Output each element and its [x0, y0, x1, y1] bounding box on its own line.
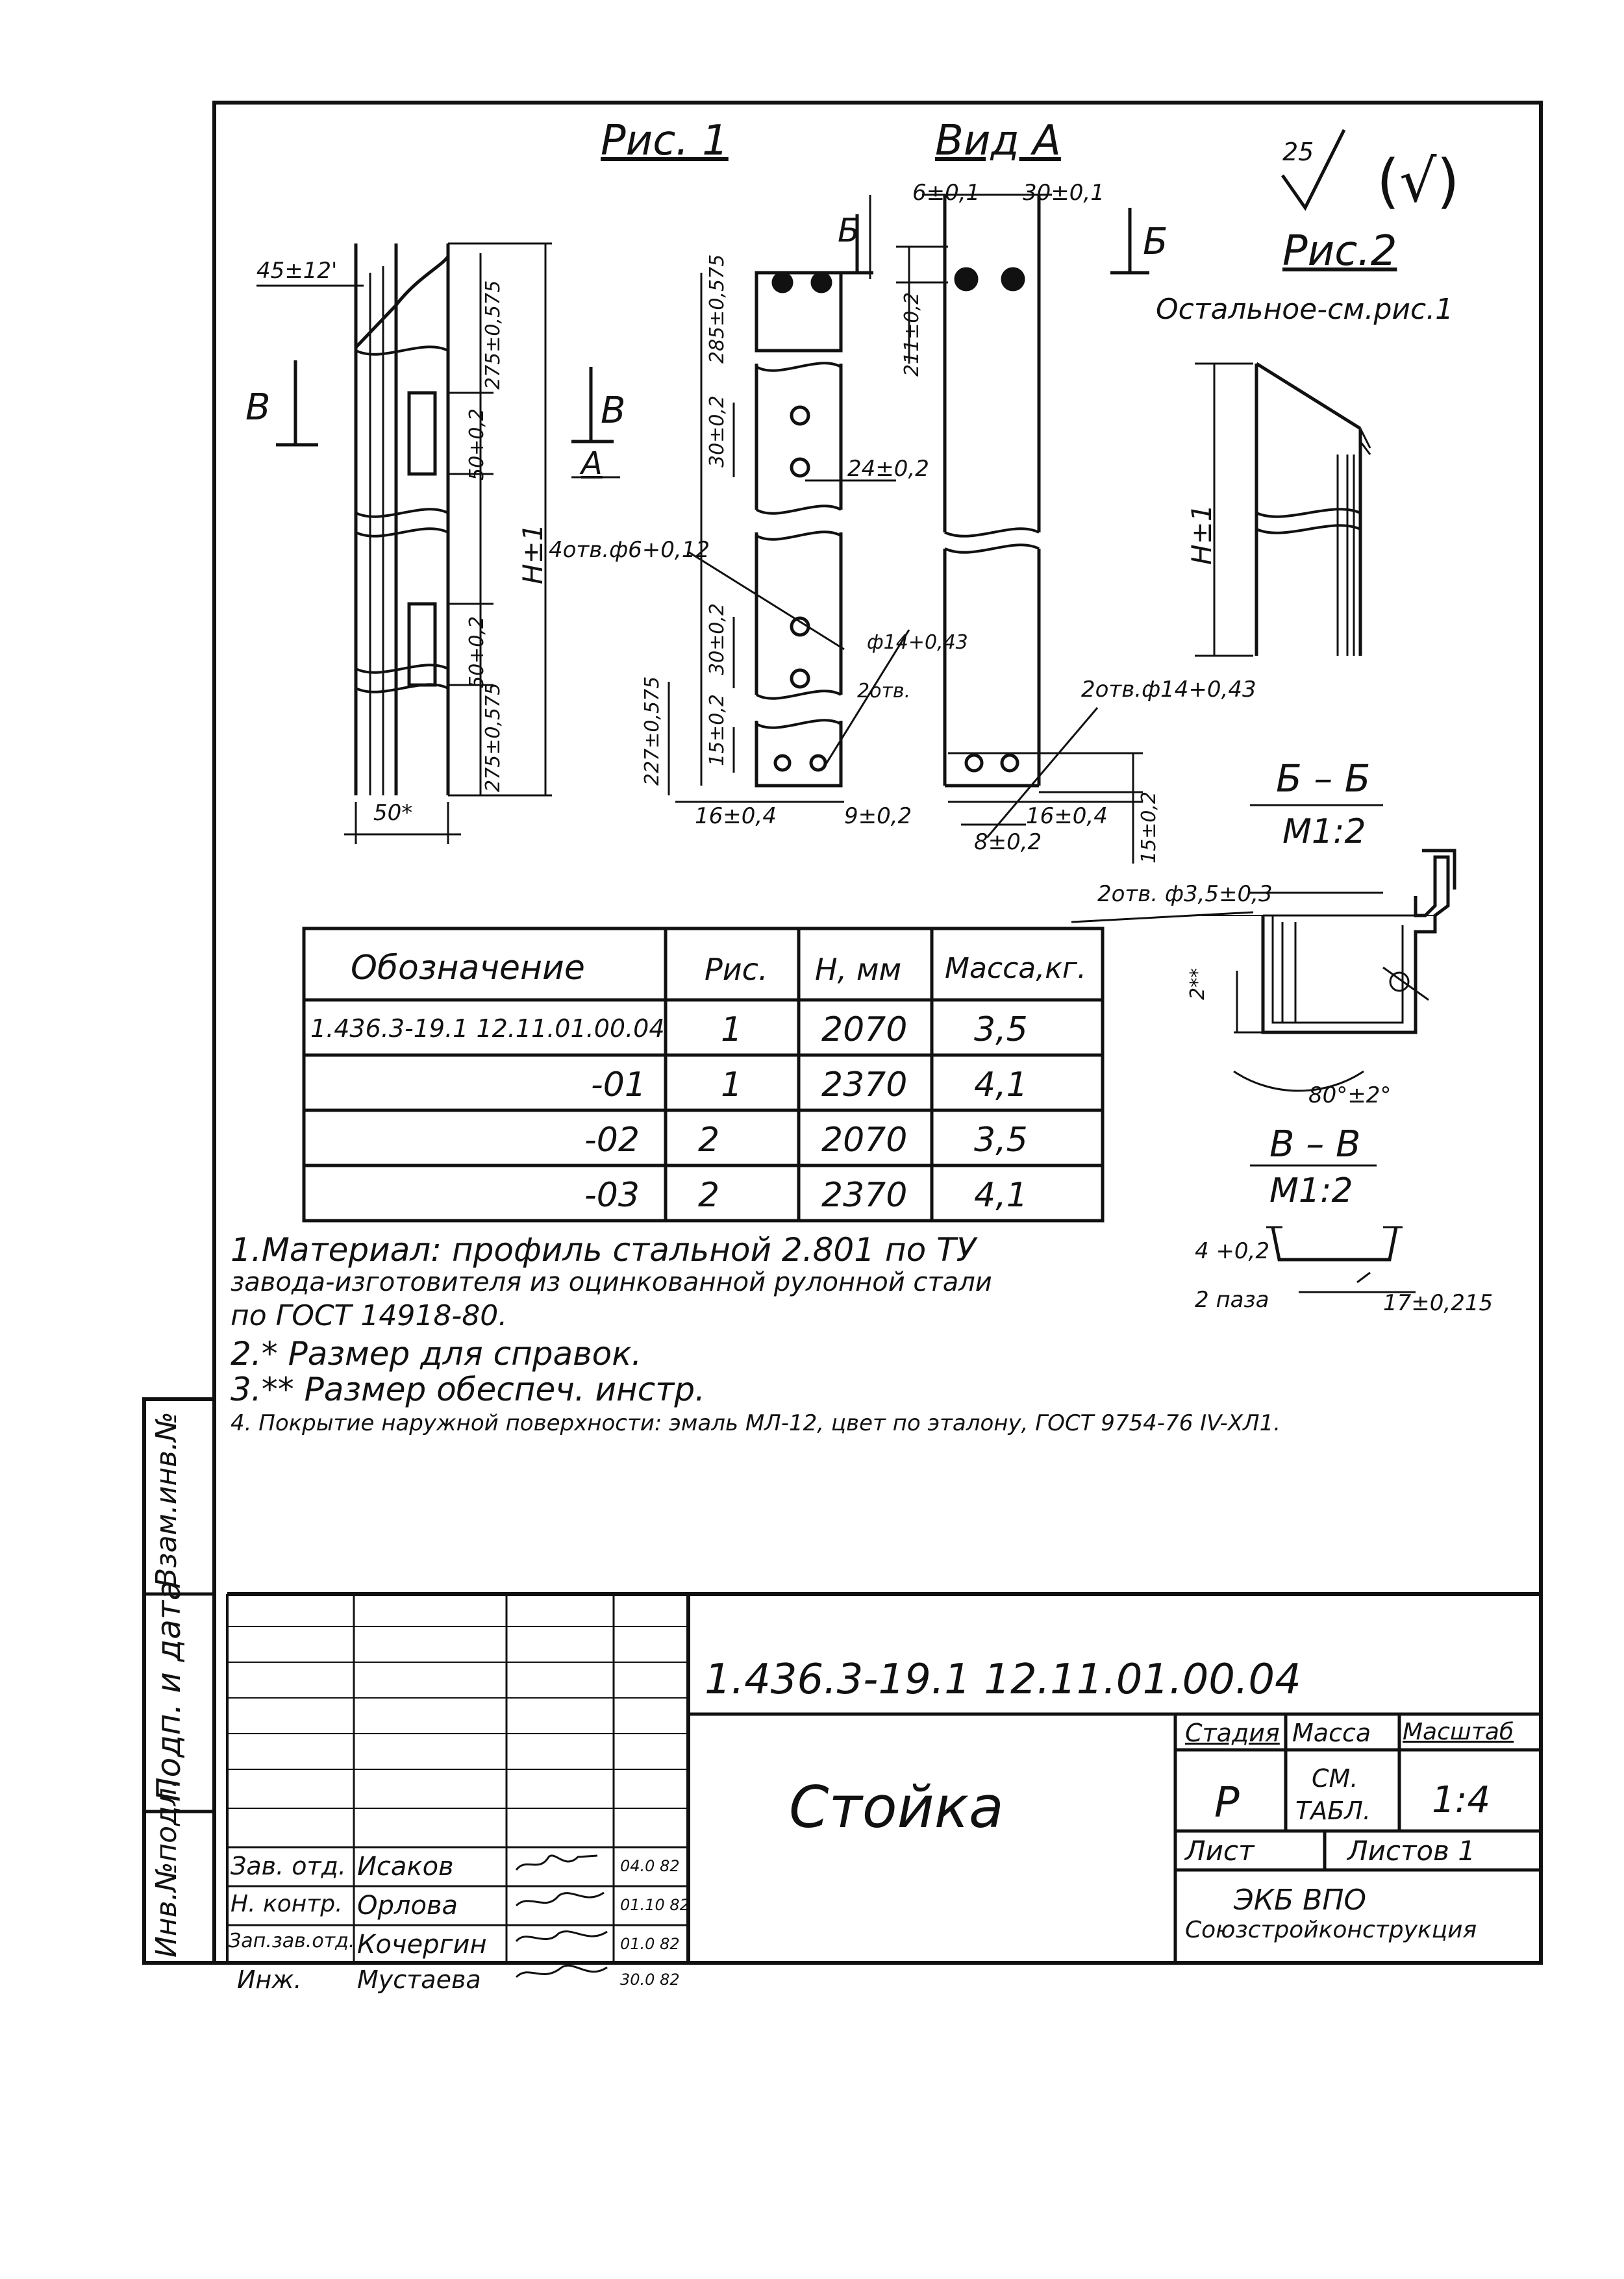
sig-date-4: 30.0 82 — [620, 1971, 680, 1989]
table-cell-r4-fig: 2 — [698, 1176, 720, 1215]
note-1-line-1: 1.Материал: профиль стальной 2.801 по ТУ — [231, 1231, 977, 1269]
section-vv-title: В – В — [1269, 1123, 1361, 1165]
table-cell-r4-h: 2370 — [821, 1176, 908, 1215]
section-b-right-letter: Б — [1143, 221, 1168, 263]
note-4: 4. Покрытие наружной поверхности: эмаль МЛ-12, цвет по эталону, ГОСТ 9754-76 IV-ХЛ1. — [231, 1410, 1281, 1436]
dim-8: 8±0,2 — [974, 829, 1042, 855]
sig-role-2: Н. контр. — [231, 1891, 343, 1917]
part-name: Стойка — [789, 1774, 1004, 1841]
mass-value-2: ТАБЛ. — [1295, 1797, 1371, 1825]
dim-17: 17±0,215 — [1383, 1290, 1493, 1316]
fig2-title: Рис.2 — [1282, 227, 1397, 275]
doc-number: 1.436.3-19.1 12.11.01.00.04 — [705, 1656, 1301, 1704]
table-cell-r1-fig: 1 — [721, 1010, 743, 1049]
table-header-mass: Масса,кг. — [945, 952, 1086, 985]
dim-24: 24±0,2 — [847, 456, 929, 482]
table-cell-r2-mass: 4,1 — [974, 1065, 1028, 1104]
fig1-title: Рис. 1 — [601, 117, 729, 165]
roughness-value: 25 — [1282, 138, 1314, 166]
stage-value: Р — [1214, 1779, 1240, 1827]
table-header-h: Н, мм — [815, 952, 902, 987]
sig-date-2: 01.10 82 — [620, 1896, 690, 1914]
dim-holes-14-b: 2отв.ф14+0,43 — [1081, 677, 1256, 703]
dim-16-b: 16±0,4 — [1026, 803, 1108, 829]
sheets-label: Листов 1 — [1347, 1835, 1475, 1867]
table-cell-r4-designation: -03 — [584, 1176, 640, 1215]
dim-15: 15±0,2 — [706, 693, 729, 766]
org-line-1: ЭКБ ВПО — [1234, 1884, 1367, 1917]
dim-227: 227±0,575 — [641, 676, 664, 786]
dim-30-a: 30±0,2 — [706, 395, 729, 467]
dim-angle-top: 45±12' — [256, 258, 338, 284]
table-cell-r1-mass: 3,5 — [974, 1010, 1028, 1049]
org-line-2: Союзстройконструкция — [1185, 1917, 1477, 1943]
sig-role-1: Зав. отд. — [231, 1852, 346, 1880]
view-a-title: Вид А — [935, 117, 1061, 165]
scale-value: 1:4 — [1432, 1779, 1491, 1821]
scale-label: Масштаб — [1403, 1719, 1514, 1745]
dim-16-a: 16±0,4 — [695, 803, 777, 829]
table-cell-r1-h: 2070 — [821, 1010, 908, 1049]
section-bb-scale: М1:2 — [1282, 812, 1366, 851]
section-bb-title: Б – Б — [1276, 756, 1371, 801]
sheet-label: Лист — [1185, 1835, 1255, 1867]
sig-name-2: Орлова — [357, 1891, 458, 1921]
section-vv-scale: М1:2 — [1269, 1171, 1353, 1210]
dim-holes-14-a: ф14+0,43 — [867, 631, 968, 654]
roughness-paren: (√) — [1377, 147, 1460, 216]
dim-15-b: 15±0,2 — [1138, 791, 1160, 864]
mass-label: Масса — [1292, 1719, 1371, 1747]
sig-role-4: Инж. — [237, 1965, 302, 1994]
dim-h-left: Н±1 — [517, 523, 549, 584]
table-cell-r2-designation: -01 — [591, 1065, 646, 1104]
section-b-left-letter: Б — [838, 212, 860, 249]
dim-holes-4: 4отв.ф6+0,12 — [549, 537, 710, 563]
dim-holes-3-5: 2отв. ф3,5±0,3 — [1097, 881, 1273, 907]
table-cell-r4-mass: 4,1 — [974, 1176, 1028, 1215]
dim-275-top: 275±0,575 — [482, 280, 505, 390]
dim-30-b: 30±0,2 — [706, 603, 729, 675]
dim-211: 211±0,2 — [901, 292, 923, 377]
dim-50-bottom: 50+0,2 — [466, 616, 488, 688]
stage-label: Стадия — [1185, 1719, 1280, 1747]
dim-30-top: 30±0,1 — [1023, 180, 1105, 206]
dim-h-fig2: Н±1 — [1186, 504, 1218, 565]
signature-scribbles — [516, 1856, 607, 1977]
side-stamp-sign-date: Подп. и дата — [150, 1580, 188, 1802]
dim-groove-2: 2 паза — [1195, 1287, 1269, 1313]
sig-name-4: Мустаева — [357, 1965, 481, 1994]
table-cell-r2-h: 2370 — [821, 1065, 908, 1104]
dim-275-bottom: 275±0,575 — [482, 682, 505, 792]
note-1-line-2: завода-изготовителя из оцинкованной рулонной стали — [231, 1267, 992, 1297]
table-cell-r3-fig: 2 — [698, 1121, 720, 1160]
sig-date-1: 04.0 82 — [620, 1857, 680, 1875]
sig-date-3: 01.0 82 — [620, 1935, 680, 1953]
section-v-right-letter: В — [601, 390, 626, 432]
note-2: 2.* Размер для справок. — [231, 1335, 642, 1373]
sig-name-1: Исаков — [357, 1852, 454, 1882]
note-3: 3.** Размер обеспеч. инстр. — [231, 1371, 705, 1408]
table-header-designation: Обозначение — [351, 949, 585, 988]
section-marker-b — [838, 208, 1149, 273]
view-a-arrow-letter: А — [581, 445, 603, 482]
table-cell-r1-designation: 1.436.3-19.1 12.11.01.00.04 — [310, 1014, 665, 1043]
dim-50-top: 50+0,2 — [466, 408, 488, 480]
fig2-profile — [1195, 364, 1370, 656]
table-cell-r2-fig: 1 — [721, 1065, 743, 1104]
table-cell-r3-h: 2070 — [821, 1121, 908, 1160]
dim-9: 9±0,2 — [844, 803, 912, 829]
dim-angle-80: 80°±2° — [1308, 1082, 1392, 1108]
note-1-line-3: по ГОСТ 14918-80. — [231, 1299, 508, 1332]
section-v-left-letter: В — [245, 386, 271, 429]
dim-4: 4 +0,2 — [1195, 1238, 1269, 1264]
sig-name-3: Кочергин — [357, 1930, 487, 1960]
table-header-fig: Рис. — [705, 952, 768, 987]
mass-value-1: СМ. — [1312, 1764, 1358, 1793]
fig2-note: Остальное-см.рис.1 — [1156, 293, 1454, 326]
dim-holes-14-a2: 2отв. — [857, 680, 911, 703]
section-bb — [1071, 805, 1455, 1091]
table-cell-r3-mass: 3,5 — [974, 1121, 1028, 1160]
side-stamp-replaced-inv: Взам.инв.№ — [150, 1412, 183, 1588]
dim-width-50: 50* — [373, 800, 413, 826]
dim-2-star: 2** — [1186, 967, 1209, 1000]
fig1-profile — [256, 243, 552, 844]
side-stamp-inv-orig: Инв.№подл. — [150, 1778, 183, 1958]
sig-role-3: Зап.зав.отд. — [229, 1930, 355, 1952]
dim-285: 285±0,575 — [706, 254, 729, 364]
dim-6: 6±0,1 — [912, 180, 981, 206]
table-cell-r3-designation: -02 — [584, 1121, 640, 1160]
